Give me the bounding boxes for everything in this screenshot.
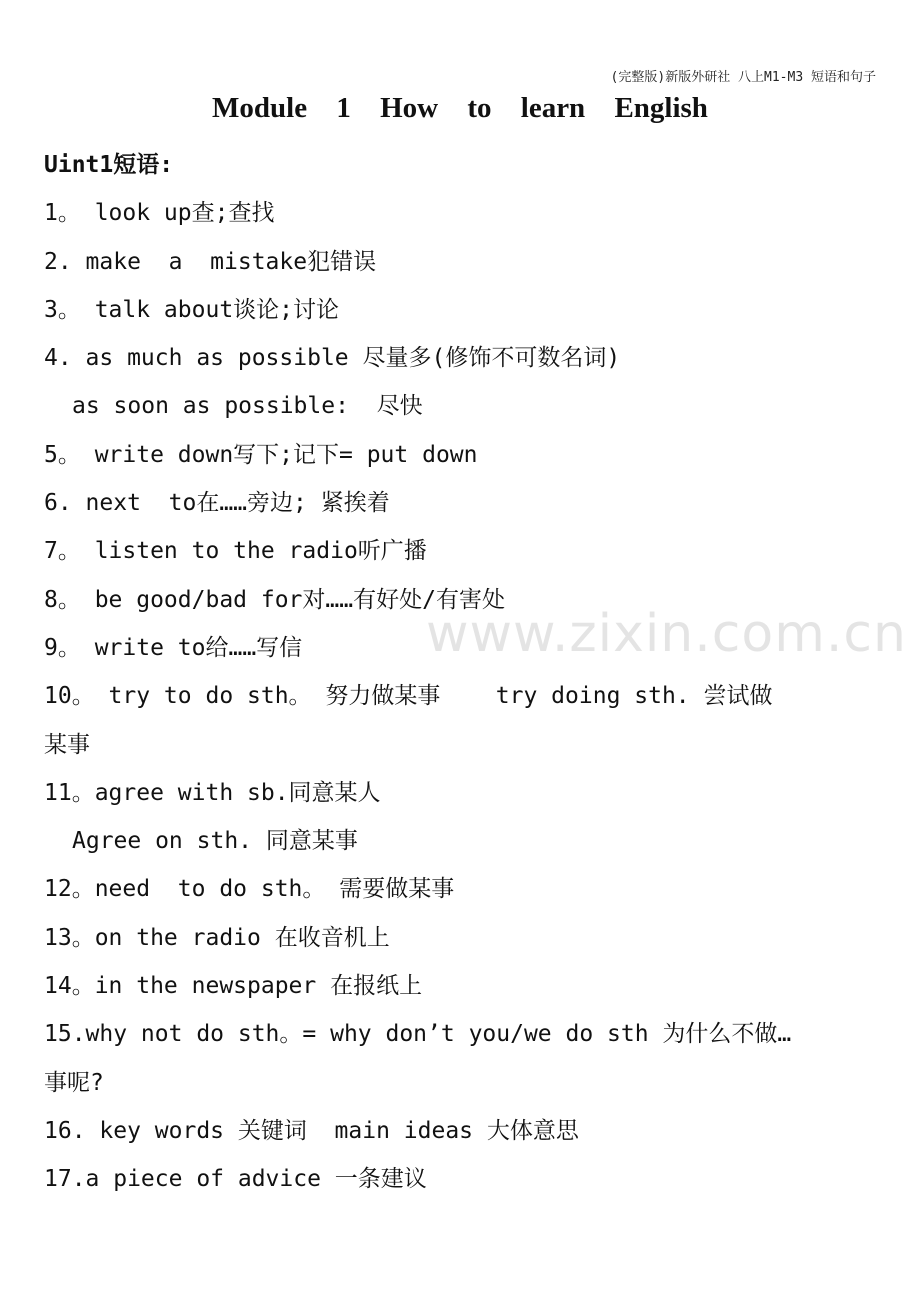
phrase-line: 16. key words 关键词 main ideas 大体意思 <box>44 1117 579 1144</box>
phrase-line: 14。in the newspaper 在报纸上 <box>44 973 423 1000</box>
running-header: (完整版)新版外研社 八上M1-M3 短语和句子 <box>610 70 876 85</box>
phrase-line: 3。 talk about谈论;讨论 <box>44 296 340 323</box>
phrase-line: 6. next to在……旁边; 紧挨着 <box>44 490 390 517</box>
phrase-line-continuation: 某事 <box>44 731 90 758</box>
site-watermark: www.zixin.com.cn <box>426 604 907 664</box>
phrase-line: as soon as possible: 尽快 <box>72 393 423 420</box>
phrase-line: 5。 write down写下;记下= put down <box>44 441 478 468</box>
phrase-line: 8。 be good/bad for对……有好处/有害处 <box>44 586 505 613</box>
phrase-line: 12。need to do sth。 需要做某事 <box>44 876 455 903</box>
phrase-line: 15.why not do sth。= why don’t you/we do sth 为什么不做… <box>44 1021 792 1048</box>
phrase-line: 17.a piece of advice 一条建议 <box>44 1166 427 1193</box>
phrase-line: 13。on the radio 在收音机上 <box>44 924 390 951</box>
section-heading: Uint1短语: <box>44 152 174 178</box>
phrase-line: 9。 write to给……写信 <box>44 634 303 661</box>
phrase-line: 7。 listen to the radio听广播 <box>44 538 427 565</box>
phrase-line: 1。 look up查;查找 <box>44 200 275 227</box>
phrase-line: 10。 try to do sth。 努力做某事 try doing sth. 尝试做 <box>44 683 773 710</box>
phrase-line: 4. as much as possible 尽量多(修饰不可数名词) <box>44 345 621 372</box>
phrase-list <box>44 141 884 1204</box>
module-title: Module 1 How to learn English <box>212 92 708 124</box>
phrase-line-continuation: 事呢? <box>44 1069 104 1096</box>
phrase-line: 2. make a mistake犯错误 <box>44 248 377 275</box>
phrase-line: Agree on sth. 同意某事 <box>72 828 358 855</box>
phrase-line: 11。agree with sb.同意某人 <box>44 779 381 806</box>
